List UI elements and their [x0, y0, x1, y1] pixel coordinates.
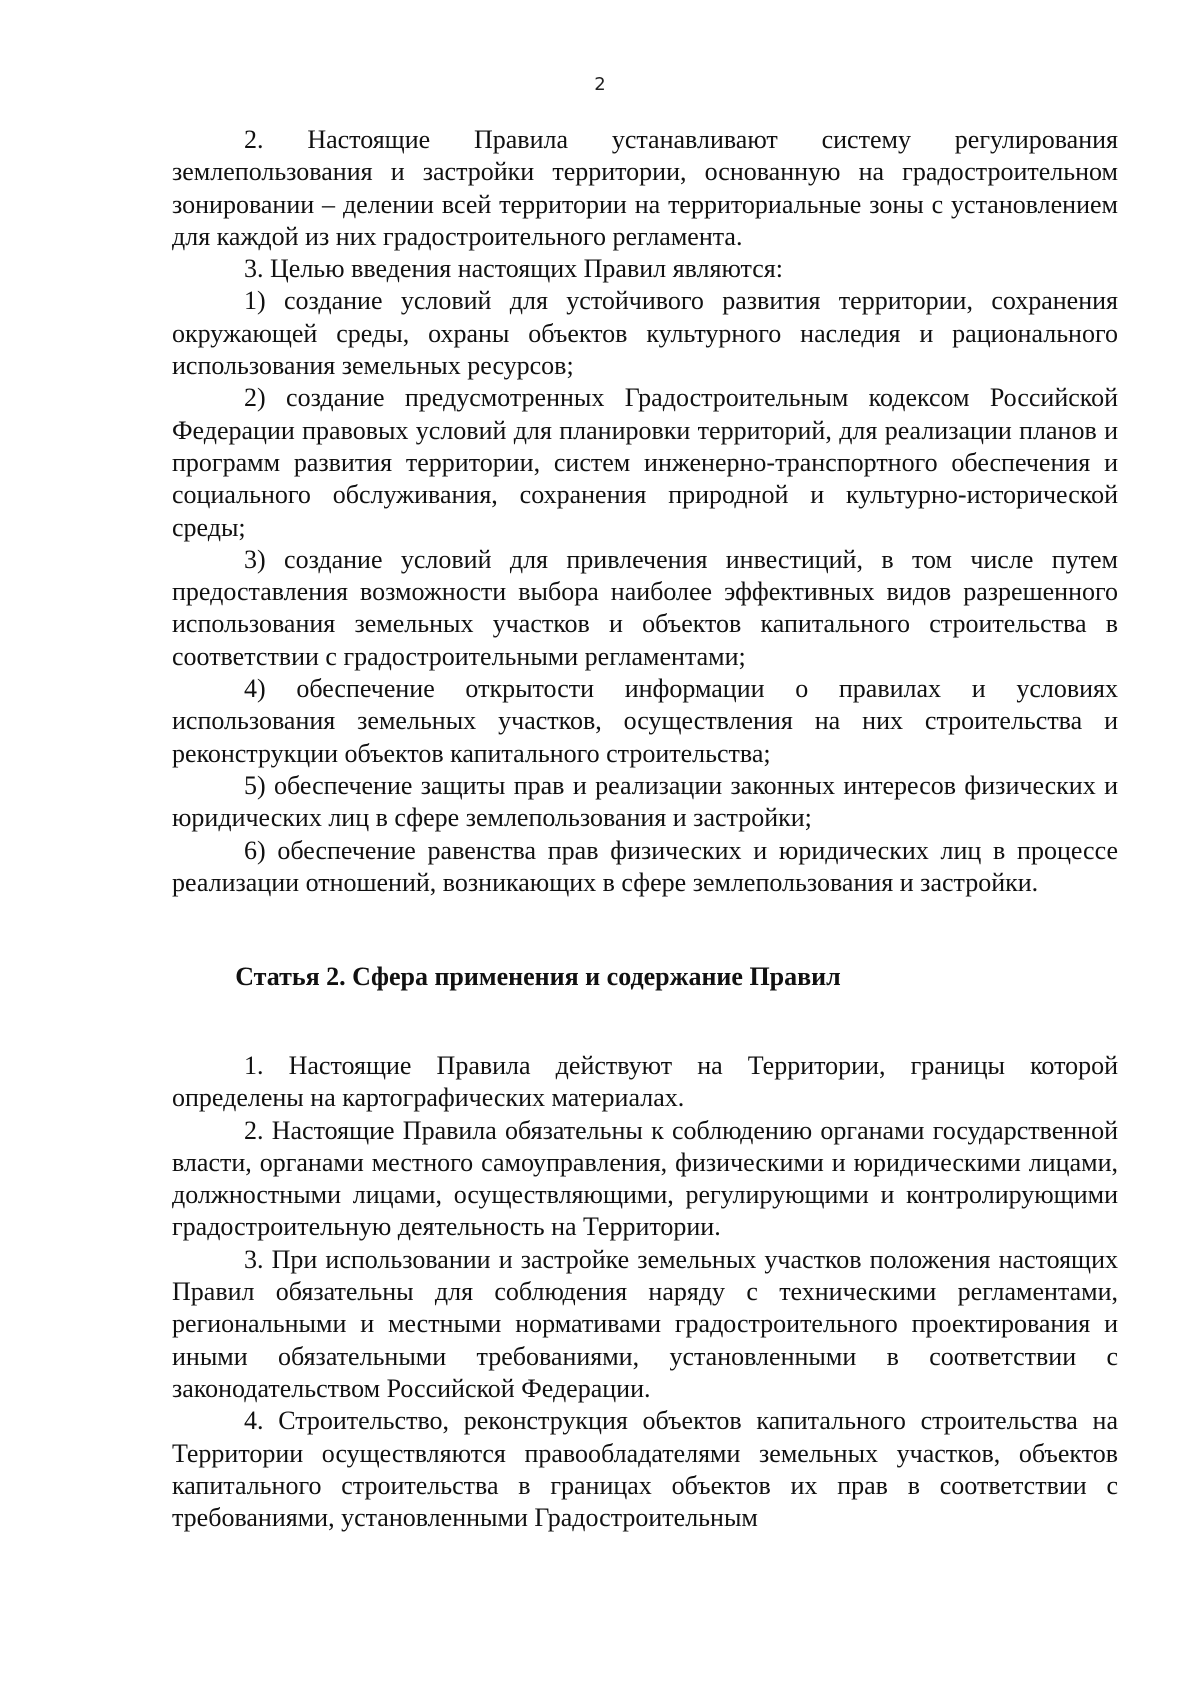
- paragraph: 1. Настоящие Правила действуют на Территории, границы которой определены на картографических материалах.: [172, 1051, 1118, 1113]
- paragraph: 2. Настоящие Правила устанавливают систему регулирования землепользования и застройки территории, основанную на градостроительном зонировании – делении всей территории на территориальные зоны с установлением для каждой из них градостроительного регламента.: [172, 125, 1118, 251]
- paragraph: 2. Настоящие Правила обязательны к соблюдению органами государственной власти, органами местного самоуправления, физическими и юридическими лицами, должностными лицами, осуществляющими, регулирующими и контролирующими градостроительную деятельность на Территории.: [172, 1115, 1118, 1242]
- list-item: 1) создание условий для устойчивого развития территории, сохранения окружающей среды, охраны объектов культурного наследия и рационального использования земельных ресурсов;: [172, 286, 1118, 381]
- list-item: 3) создание условий для привлечения инвестиций, в том числе путем предоставления возможности выбора наиболее эффективных видов разрешенного использования земельных участков и объектов капитального строительства в соответствии с градостроительными регламентами;: [172, 544, 1118, 671]
- paragraph: 3. Целью введения настоящих Правил являются:: [244, 254, 783, 284]
- paragraph: 3. При использовании и застройке земельных участков положения настоящих Правил обязательны для соблюдения наряду с техническими регламентами, региональными и местными нормативами градостроительного проектирования и иными обязательными требованиями, установленными в соответствии с законодательством Российской Федерации.: [172, 1244, 1118, 1403]
- list-item: 6) обеспечение равенства прав физических и юридических лиц в процессе реализации отношений, возникающих в сфере землепользования и застройки.: [172, 835, 1118, 897]
- article-heading-text: Статья 2. Сфера применения и содержание Правил: [235, 962, 841, 991]
- page-number: 2: [594, 74, 606, 95]
- article-heading: [0, 962, 1200, 992]
- paragraph: 4. Строительство, реконструкция объектов капитального строительства на Территории осуществляются правообладателями земельных участков, объектов капитального строительства в границах объектов их прав в соответствии с требованиями, установленными Градостроительным: [172, 1406, 1118, 1533]
- list-item: 4) обеспечение открытости информации о правилах и условиях использования земельных участков, осуществления на них строительства и реконструкции объектов капитального строительства;: [172, 674, 1118, 768]
- list-item: 5) обеспечение защиты прав и реализации законных интересов физических и юридических лиц в сфере землепользования и застройки;: [172, 770, 1118, 833]
- section-2-body: [172, 1050, 1118, 1534]
- section-1-body: [172, 124, 1118, 899]
- list-item: 2) создание предусмотренных Градостроительным кодексом Российской Федерации правовых условий для планировки территорий, для реализации планов и программ развития территории, систем инженерно-транспортного обеспечения и социального обслуживания, сохранения природной и культурно-исторической среды;: [172, 383, 1118, 542]
